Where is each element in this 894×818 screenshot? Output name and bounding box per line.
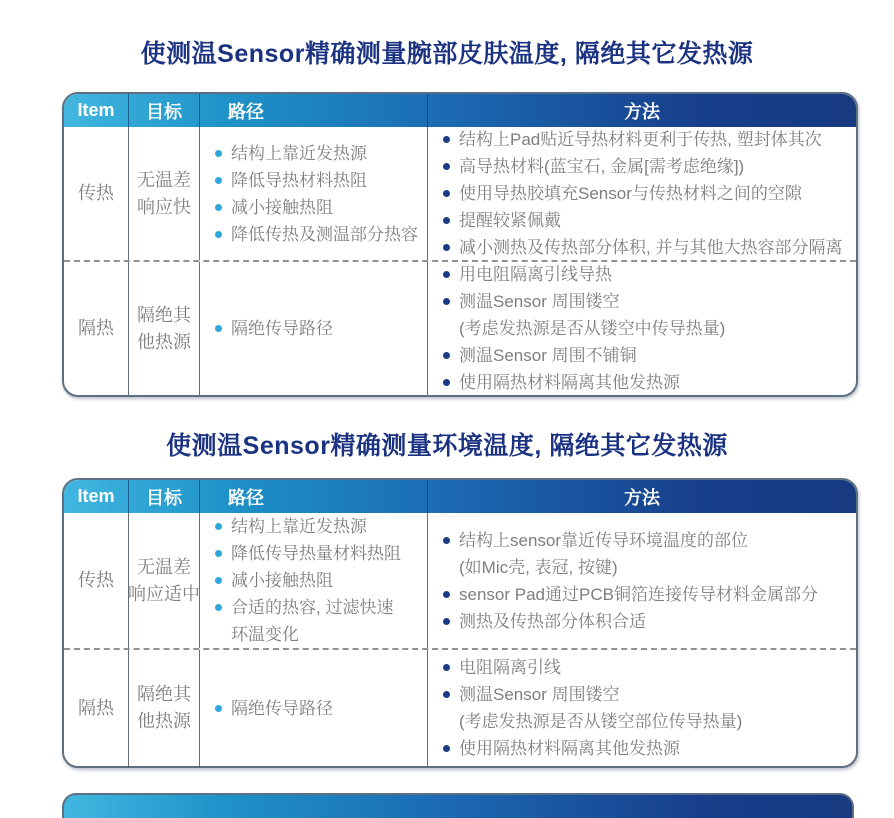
goal-line: 他热源 — [137, 331, 191, 352]
list-item — [442, 153, 850, 180]
column-header-path: 路径 — [200, 94, 428, 127]
list-item-text: (考虑发热源是否从镂空中传导热量) — [459, 319, 726, 338]
method-list — [442, 126, 850, 261]
list-item-text: 电阻隔离引线 — [459, 658, 561, 677]
method-list — [442, 527, 850, 635]
list-item — [442, 527, 850, 554]
list-item-text: 使用隔热材料隔离其他发热源 — [459, 739, 680, 758]
method-cell — [428, 650, 856, 766]
table-2 — [62, 478, 858, 768]
list-item-text: 隔绝传导路径 — [231, 319, 333, 338]
list-item — [442, 369, 850, 396]
list-item — [214, 315, 421, 342]
table-2-header-row — [64, 480, 856, 513]
bullet-icon — [443, 298, 450, 305]
list-item — [214, 540, 421, 567]
list-item-text: 降低传导热量材料热阻 — [231, 544, 401, 563]
list-item-text: 测温Sensor 周围镂空 — [459, 685, 620, 704]
list-item — [442, 288, 850, 315]
goal-line: 隔绝其 — [137, 304, 191, 325]
goal-line: 无温差 — [137, 169, 191, 190]
method-cell — [428, 513, 856, 648]
column-header-item: Item — [64, 94, 129, 127]
list-item — [214, 567, 421, 594]
table-row — [64, 648, 856, 766]
bullet-icon — [215, 231, 222, 238]
goal-line: 响应快 — [137, 196, 191, 217]
goal-cell — [129, 127, 200, 260]
table-1-header-row — [64, 94, 856, 127]
list-item-text: 减小测热及传热部分体积, 并与其他大热容部分隔离 — [459, 238, 843, 257]
goal-line: 隔绝其 — [137, 684, 191, 704]
goal-cell — [129, 262, 200, 395]
table-row — [64, 513, 856, 648]
bullet-icon — [215, 177, 222, 184]
path-cell — [200, 513, 428, 648]
list-item — [442, 207, 850, 234]
list-item — [214, 513, 421, 540]
list-item — [214, 194, 421, 221]
list-item — [214, 221, 421, 248]
list-item — [442, 234, 850, 261]
list-item-text: 测热及传热部分体积合适 — [459, 611, 646, 631]
list-item-text: 环温变化 — [231, 625, 299, 644]
column-header-method: 方法 — [624, 101, 660, 122]
column-header-goal: 目标 — [129, 480, 200, 513]
table-2-title: 使测温Sensor精确测量环境温度, 隔绝其它发热源 — [166, 432, 728, 460]
list-item — [214, 594, 421, 621]
path-list — [214, 695, 421, 722]
list-item-text: 用电阻隔离引线导热 — [459, 265, 612, 284]
list-item — [442, 342, 850, 369]
list-item — [214, 695, 421, 722]
goal-line: 无温差 — [137, 556, 191, 577]
bullet-icon — [443, 244, 450, 251]
path-list — [214, 513, 421, 648]
list-item — [214, 140, 421, 167]
bullet-icon — [443, 379, 450, 386]
list-item-text: 减小接触热阻 — [231, 197, 333, 217]
bullet-icon — [443, 217, 450, 224]
bullet-icon — [215, 705, 222, 712]
table-1-title: 使测温Sensor精确测量腕部皮肤温度, 隔绝其它发热源 — [140, 40, 754, 68]
list-item-text: 提醒较紧佩戴 — [459, 211, 561, 230]
list-item-text: 测温Sensor 周围不铺铜 — [459, 346, 637, 365]
bullet-icon — [443, 664, 450, 671]
bullet-icon — [215, 150, 222, 157]
bullet-icon — [443, 745, 450, 752]
column-header-path: 路径 — [200, 480, 428, 513]
goal-cell — [129, 513, 200, 648]
list-item-text: 使用导热胶填充Sensor与传热材料之间的空隙 — [459, 184, 802, 203]
path-cell — [200, 650, 428, 766]
method-list — [442, 654, 850, 762]
bullet-icon — [443, 618, 450, 625]
cut-off-table-header — [62, 793, 854, 818]
list-item — [442, 261, 850, 288]
list-item-text: sensor Pad通过PCB铜箔连接传导材料金属部分 — [459, 584, 818, 604]
path-list — [214, 315, 421, 342]
method-list — [442, 261, 850, 396]
path-cell — [200, 262, 428, 395]
list-item-text: 使用隔热材料隔离其他发热源 — [459, 373, 680, 392]
item-cell: 隔热 — [64, 650, 129, 766]
bullet-icon — [443, 271, 450, 278]
bullet-icon — [215, 204, 222, 211]
bullet-icon — [215, 325, 222, 332]
list-item-text: 隔绝传导路径 — [231, 698, 333, 718]
column-header-method: 方法 — [624, 487, 660, 508]
goal-line: 响应适中 — [128, 583, 200, 604]
list-item-text: 结构上sensor靠近传导环境温度的部位 — [459, 530, 749, 550]
bullet-icon — [215, 604, 222, 611]
list-item-continuation — [442, 315, 850, 342]
bullet-icon — [443, 537, 450, 544]
item-cell: 传热 — [64, 127, 129, 260]
list-item-text: 结构上靠近发热源 — [231, 143, 367, 163]
goal-line: 他热源 — [137, 711, 191, 731]
item-cell: 隔热 — [64, 262, 129, 395]
list-item-text: 结构上靠近发热源 — [231, 517, 367, 536]
item-cell: 传热 — [64, 513, 129, 648]
table-row — [64, 127, 856, 260]
list-item — [442, 654, 850, 681]
list-item-continuation — [442, 708, 850, 735]
list-item-text: 测温Sensor 周围镂空 — [459, 292, 620, 311]
list-item-continuation — [214, 621, 421, 648]
table-1 — [62, 92, 858, 397]
list-item-text: (如Mic壳, 表冠, 按键) — [459, 557, 618, 577]
bullet-icon — [443, 691, 450, 698]
path-list — [214, 140, 421, 248]
table-row — [64, 260, 856, 395]
list-item-text: 结构上Pad贴近导热材料更利于传热, 塑封体其次 — [459, 130, 822, 149]
column-header-goal: 目标 — [129, 94, 200, 127]
list-item — [442, 608, 850, 635]
method-cell — [428, 262, 856, 395]
bullet-icon — [215, 577, 222, 584]
list-item-text: 减小接触热阻 — [231, 571, 333, 590]
bullet-icon — [215, 523, 222, 530]
goal-cell — [129, 650, 200, 766]
list-item-text: 高导热材料(蓝宝石, 金属[需考虑绝缘]) — [459, 157, 745, 176]
method-cell — [428, 127, 856, 260]
list-item-continuation — [442, 554, 850, 581]
list-item-text: 降低传热及测温部分热容 — [231, 224, 418, 244]
list-item — [442, 735, 850, 762]
bullet-icon — [443, 190, 450, 197]
bullet-icon — [443, 136, 450, 143]
list-item-text: 降低导热材料热阻 — [231, 170, 367, 190]
list-item — [442, 180, 850, 207]
list-item — [442, 126, 850, 153]
path-cell — [200, 127, 428, 260]
list-item-text: (考虑发热源是否从镂空部位传导热量) — [459, 712, 743, 731]
bullet-icon — [443, 163, 450, 170]
bullet-icon — [215, 550, 222, 557]
bullet-icon — [443, 591, 450, 598]
list-item — [442, 681, 850, 708]
column-header-item: Item — [64, 480, 129, 513]
list-item — [214, 167, 421, 194]
list-item — [442, 581, 850, 608]
list-item-text: 合适的热容, 过滤快速 — [231, 598, 394, 617]
bullet-icon — [443, 352, 450, 359]
